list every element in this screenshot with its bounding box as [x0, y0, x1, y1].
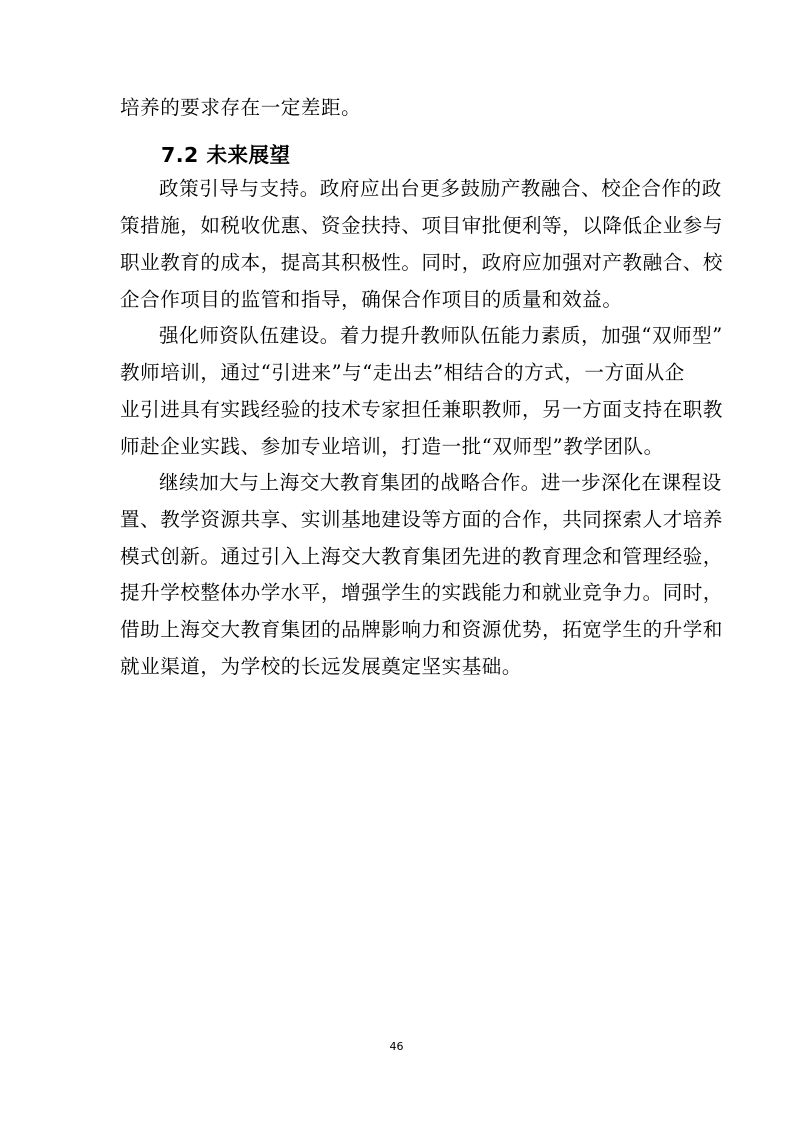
- paragraph-line: 策措施，如税收优惠、资金扶持、项目审批便利等，以降低企业参与: [120, 214, 724, 237]
- carryover-text-line: 培养的要求存在一定差距。: [120, 96, 362, 119]
- paragraph-line: 职业教育的成本，提高其积极性。同时，政府应加强对产教融合、校: [120, 251, 724, 274]
- paragraph-line: 置、教学资源共享、实训基地建设等方面的合作，共同探索人才培养: [120, 508, 724, 531]
- page-number: 46: [389, 1040, 404, 1053]
- paragraph-line: 继续加大与上海交大教育集团的战略合作。进一步深化在课程设: [159, 471, 722, 494]
- paragraph-line: 模式创新。通过引入上海交大教育集团先进的教育理念和管理经验，: [120, 545, 724, 568]
- paragraph-line: 提升学校整体办学水平，增强学生的实践能力和就业竞争力。同时，: [120, 581, 724, 604]
- paragraph-line: 政策引导与支持。政府应出台更多鼓励产教融合、校企合作的政: [159, 177, 722, 200]
- paragraph-line: 业引进具有实践经验的技术专家担任兼职教师，另一方面支持在职教: [120, 398, 724, 421]
- paragraph-line: 就业渠道，为学校的长远发展奠定坚实基础。: [120, 655, 523, 678]
- paragraph-line: 教师培训，通过“引进来”与“走出去”相结合的方式，一方面从企: [120, 361, 685, 384]
- paragraph-line: 借助上海交大教育集团的品牌影响力和资源优势，拓宽学生的升学和: [120, 618, 724, 641]
- paragraph-line: 强化师资队伍建设。着力提升教师队伍能力素质，加强“双师型”: [159, 324, 723, 347]
- paragraph-line: 企合作项目的监管和指导，确保合作项目的质量和效益。: [120, 288, 623, 311]
- paragraph-line: 师赴企业实践、参加专业培训，打造一批“双师型”教学团队。: [120, 435, 664, 458]
- section-heading: 7.2 未来展望: [161, 143, 291, 167]
